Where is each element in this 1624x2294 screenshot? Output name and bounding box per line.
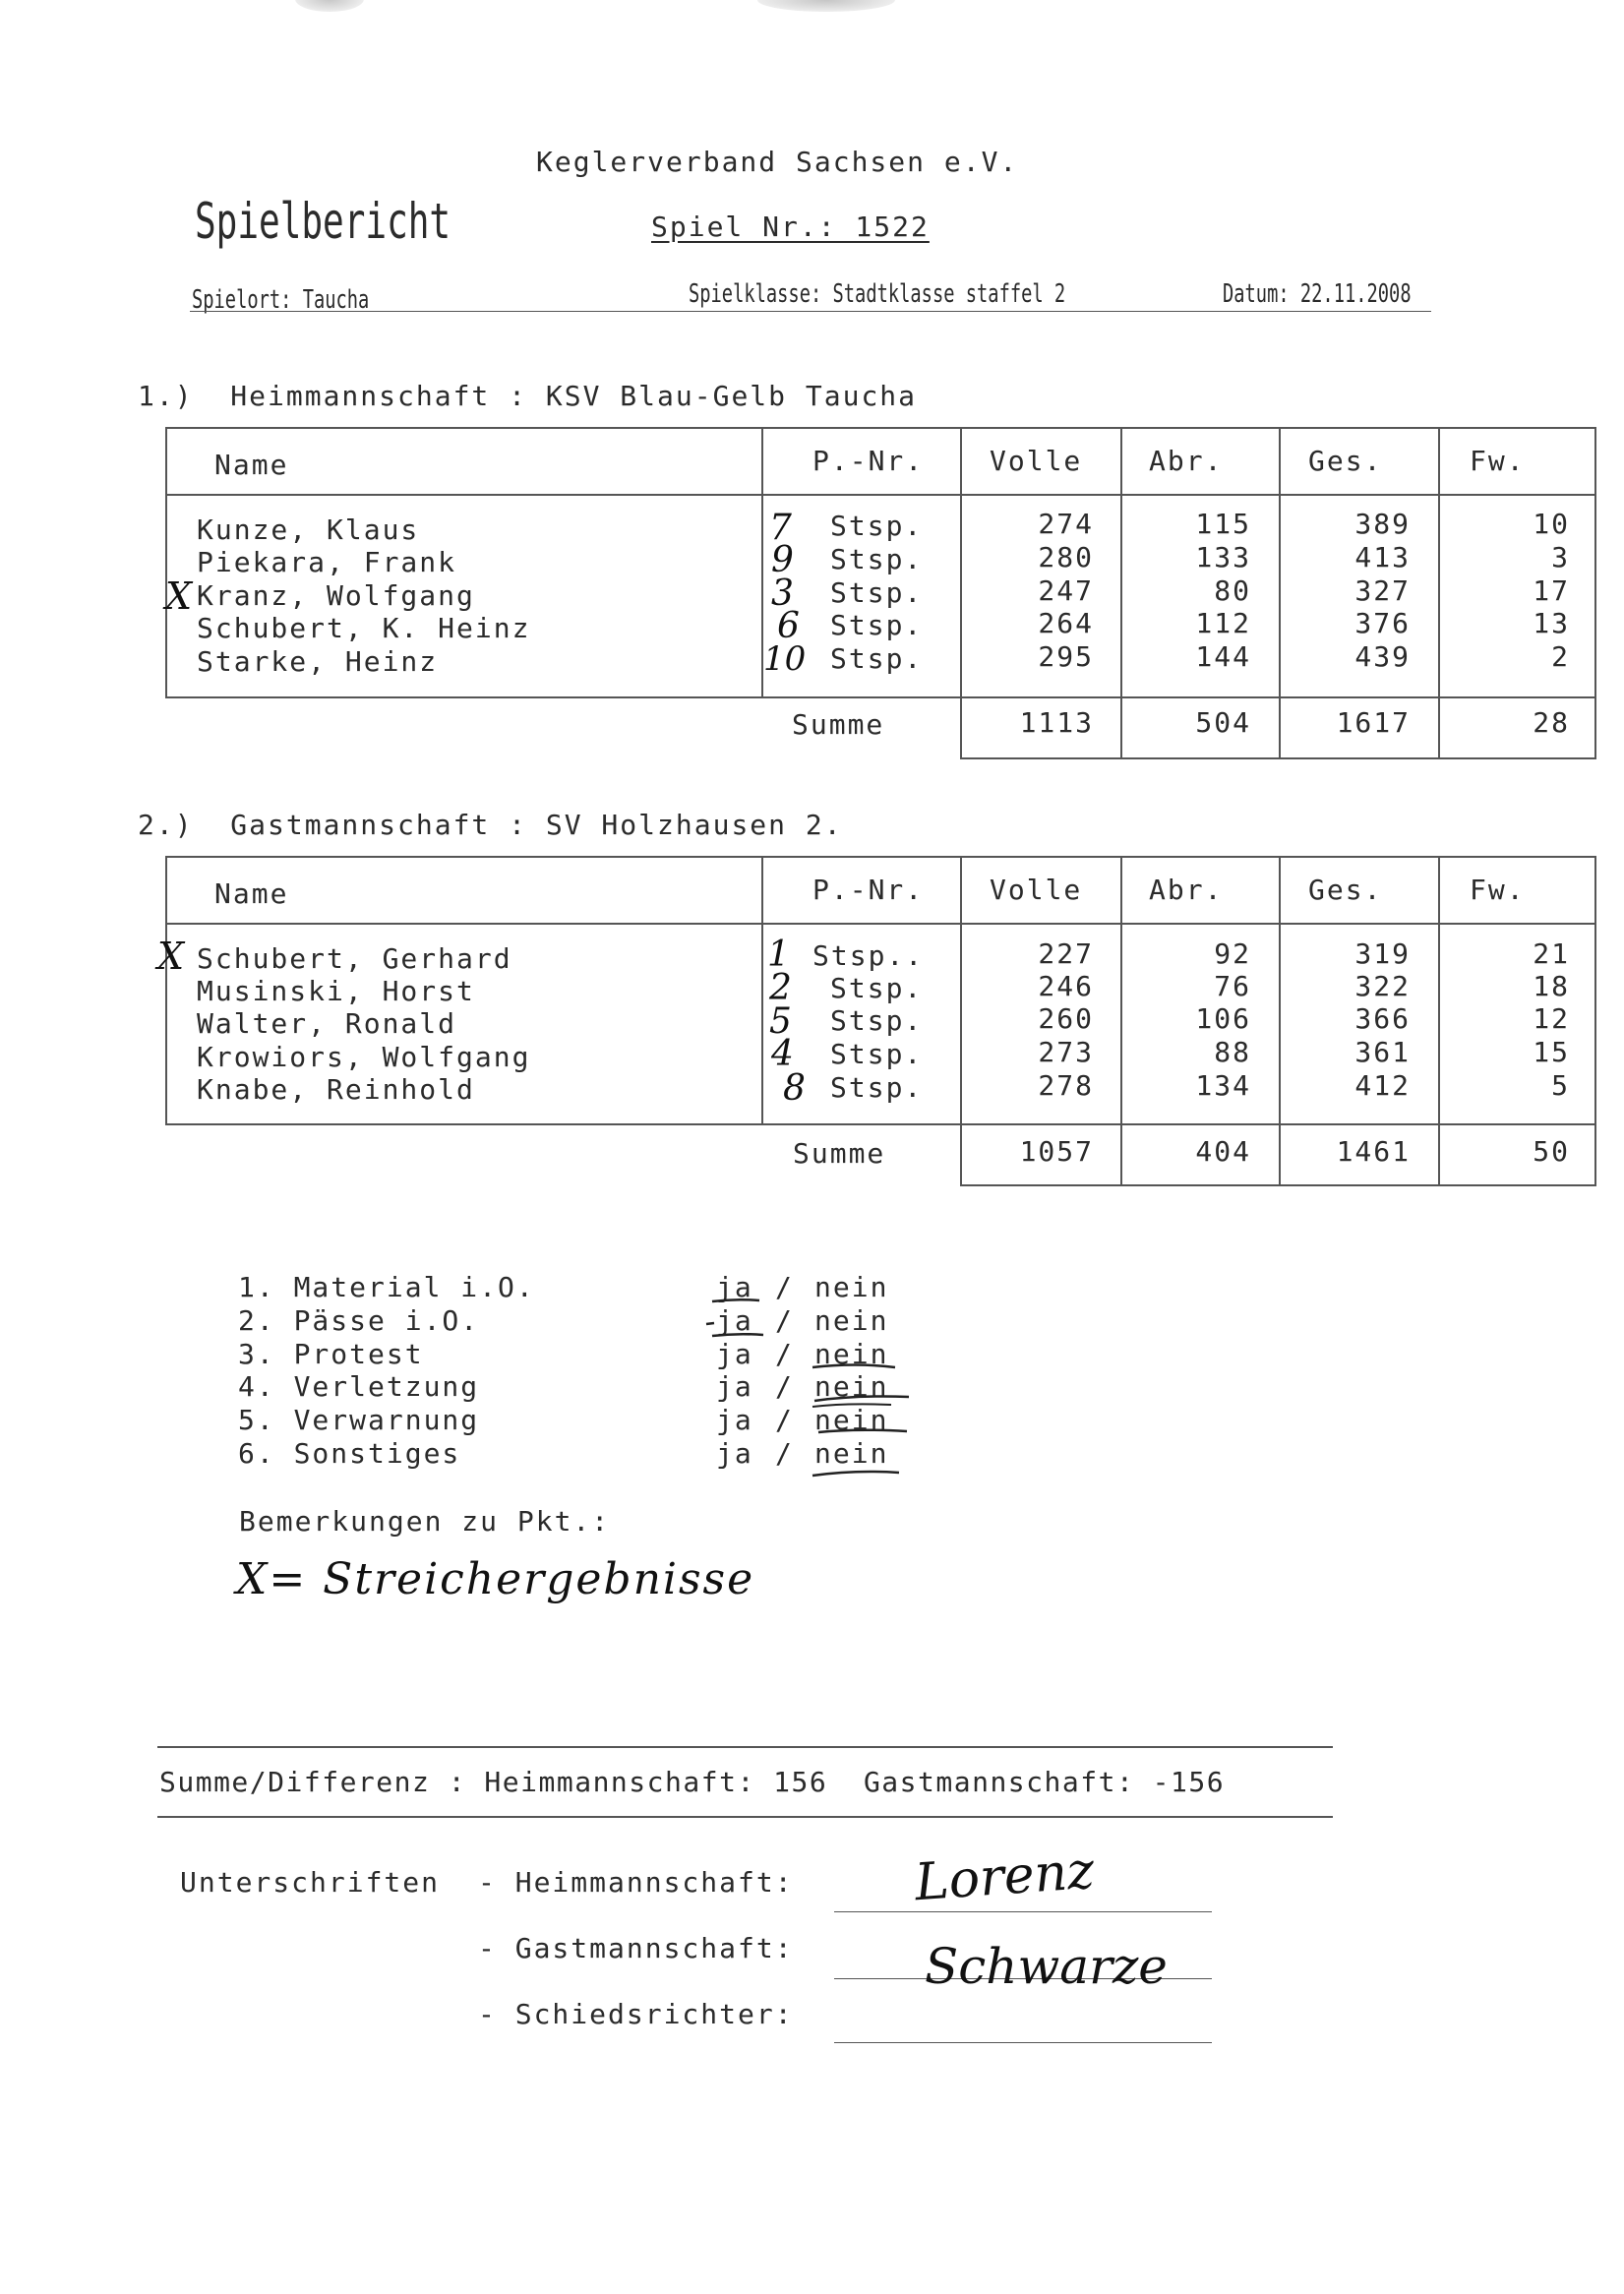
guest-signature-label: - Gastmannschaft: [478,1932,794,1964]
position: Stsp. [830,642,924,675]
player-name: Musinski, Horst [197,975,475,1007]
strike-mark: X [157,935,185,978]
checklist-sep: / [775,1304,794,1337]
handwritten-player-number: 3 [771,574,794,614]
ges-value: 361 [1354,1036,1411,1068]
home-col-fw: Fw. [1470,445,1526,477]
referee-signature-line [834,2042,1212,2043]
home-signature-label: - Heimmannschaft: [478,1866,794,1899]
handwritten-player-number: 5 [769,1001,792,1042]
game-number: Spiel Nr.: 1522 [651,211,930,243]
home-sum-fw: 28 [1533,706,1570,739]
summary-text: Summe/Differenz : Heimmannschaft: 156 Gastmannschaft: -156 [159,1766,1226,1798]
strike-mark: X [165,574,193,618]
player-name: Kranz, Wolfgang [197,579,475,612]
handwritten-player-number: 4 [771,1034,794,1074]
fw-value: 15 [1533,1036,1570,1068]
abr-value: 88 [1214,1036,1251,1068]
guest-col-fw: Fw. [1470,874,1526,906]
home-col-pnr: P.-Nr. [812,445,925,477]
fw-value: 13 [1533,607,1570,639]
checklist-item-label: 2. Pässe i.O. [238,1304,480,1337]
fw-value: 12 [1533,1002,1570,1035]
ges-value: 319 [1354,937,1411,970]
abr-value: 144 [1195,640,1251,673]
ges-value: 327 [1354,574,1411,607]
document-title: Spielbericht [195,193,451,250]
guest-sum-label: Summe [793,1137,886,1170]
checklist-ja: ja [716,1304,753,1337]
association-name: Keglerverband Sachsen e.V. [536,146,1019,178]
volle-value: 295 [1038,640,1094,673]
checklist-sep: / [775,1370,794,1403]
handwritten-player-number: 10 [763,639,807,679]
home-sum-volle: 1113 [1019,706,1094,739]
position: Stsp. [830,1004,924,1037]
abr-value: 112 [1195,607,1251,639]
guest-sum-abr: 404 [1195,1135,1251,1168]
handwritten-player-number: 8 [783,1068,806,1109]
underline-nein [812,1365,895,1368]
handwritten-player-number: 9 [771,540,794,580]
player-name: Walter, Ronald [197,1007,457,1040]
volle-value: 278 [1038,1069,1094,1102]
checklist-item-label: 5. Verwarnung [238,1404,480,1436]
fw-value: 2 [1551,640,1570,673]
ges-value: 413 [1354,541,1411,574]
ges-value: 412 [1354,1069,1411,1102]
checklist-ja: ja [716,1271,753,1303]
fw-value: 10 [1533,508,1570,540]
abr-value: 92 [1214,937,1251,970]
underline-nein [814,1397,909,1402]
game-class: Spielklasse: Stadtklasse staffel 2 [689,279,1066,309]
checklist-sep: / [775,1437,794,1470]
position: Stsp. [830,1071,924,1104]
fw-value: 3 [1551,541,1570,574]
home-signature: Lorenz [913,1841,1097,1913]
checklist-nein: nein [814,1437,889,1470]
volle-value: 227 [1038,937,1094,970]
ges-value: 389 [1354,508,1411,540]
guest-signature: Schwarze [925,1938,1168,1995]
checklist-ja: ja [716,1437,753,1470]
checklist-nein: nein [814,1370,889,1403]
checklist-ja: ja [716,1370,753,1403]
home-col-name: Name [214,449,289,481]
signatures-heading: Unterschriften [180,1866,441,1899]
checklist-sep: / [775,1338,794,1370]
abr-value: 106 [1195,1002,1251,1035]
underline-nein [818,1430,907,1432]
home-sum-ges: 1617 [1336,706,1411,739]
volle-value: 260 [1038,1002,1094,1035]
position: Stsp. [830,972,924,1004]
player-name: Starke, Heinz [197,645,439,678]
venue: Spielort: Taucha [192,285,370,315]
guest-sum-volle: 1057 [1019,1135,1094,1168]
guest-col-name: Name [214,877,289,910]
home-col-abr: Abr. [1149,445,1224,477]
checklist-nein: nein [814,1404,889,1436]
ges-value: 439 [1354,640,1411,673]
guest-col-volle: Volle [990,874,1083,906]
checklist-ja: ja [716,1404,753,1436]
home-signature-line [834,1911,1212,1912]
guest-col-ges: Ges. [1308,874,1383,906]
home-col-volle: Volle [990,445,1083,477]
position: Stsp. [830,510,924,542]
home-team-heading: 1.) Heimmannschaft : KSV Blau-Gelb Taucha [138,380,918,412]
checklist-item-label: 3. Protest [238,1338,424,1370]
player-name: Kunze, Klaus [197,513,420,546]
volle-value: 273 [1038,1036,1094,1068]
volle-value: 246 [1038,970,1094,1002]
volle-value: 247 [1038,574,1094,607]
guest-sum-ges: 1461 [1336,1135,1411,1168]
volle-value: 280 [1038,541,1094,574]
fw-value: 17 [1533,574,1570,607]
checklist-item-label: 1. Material i.O. [238,1271,535,1303]
guest-team-heading: 2.) Gastmannschaft : SV Holzhausen 2. [138,809,843,841]
checklist-sep: / [775,1404,794,1436]
home-sum-abr: 504 [1195,706,1251,739]
remarks-label: Bemerkungen zu Pkt.: [239,1505,611,1538]
checklist-item-label: 6. Sonstiges [238,1437,461,1470]
abr-value: 76 [1214,970,1251,1002]
game-date: Datum: 22.11.2008 [1223,279,1412,309]
underline-nein [812,1404,891,1407]
fw-value: 18 [1533,970,1570,1002]
position: Stsp.. [812,939,925,972]
summary-rule-top [157,1746,1333,1748]
abr-value: 115 [1195,508,1251,540]
checklist-item-label: 4. Verletzung [238,1370,480,1403]
position: Stsp. [830,609,924,641]
checklist-sep: / [775,1271,794,1303]
summary-rule-bottom [157,1816,1333,1818]
player-name: Schubert, Gerhard [197,942,512,975]
position: Stsp. [830,543,924,575]
ges-value: 322 [1354,970,1411,1002]
checklist-ja: ja [716,1338,753,1370]
handwritten-player-number: 7 [769,508,792,548]
handwritten-player-number: 1 [767,935,790,975]
ges-value: 376 [1354,607,1411,639]
guest-sum-fw: 50 [1533,1135,1570,1168]
underline-ja [712,1299,759,1301]
volle-value: 274 [1038,508,1094,540]
checklist-nein: nein [814,1304,889,1337]
underline-ja [706,1323,763,1336]
home-sum-label: Summe [792,708,885,741]
remarks-handwritten: X= Streichergebnisse [236,1554,755,1604]
volle-value: 264 [1038,607,1094,639]
guest-col-pnr: P.-Nr. [812,874,925,906]
referee-signature-label: - Schiedsrichter: [478,1998,794,2030]
home-col-ges: Ges. [1308,445,1383,477]
handwritten-player-number: 2 [769,968,792,1008]
player-name: Krowiors, Wolfgang [197,1041,531,1073]
abr-value: 134 [1195,1069,1251,1102]
underline-nein [812,1472,899,1476]
guest-col-abr: Abr. [1149,874,1224,906]
ges-value: 366 [1354,1002,1411,1035]
checklist-nein: nein [814,1338,889,1370]
position: Stsp. [830,576,924,609]
player-name: Piekara, Frank [197,546,457,578]
handwritten-player-number: 6 [777,606,800,646]
abr-value: 80 [1214,574,1251,607]
player-name: Knabe, Reinhold [197,1073,475,1106]
checklist-nein: nein [814,1271,889,1303]
position: Stsp. [830,1038,924,1070]
player-name: Schubert, K. Heinz [197,612,531,644]
fw-value: 5 [1551,1069,1570,1102]
fw-value: 21 [1533,937,1570,970]
abr-value: 133 [1195,541,1251,574]
